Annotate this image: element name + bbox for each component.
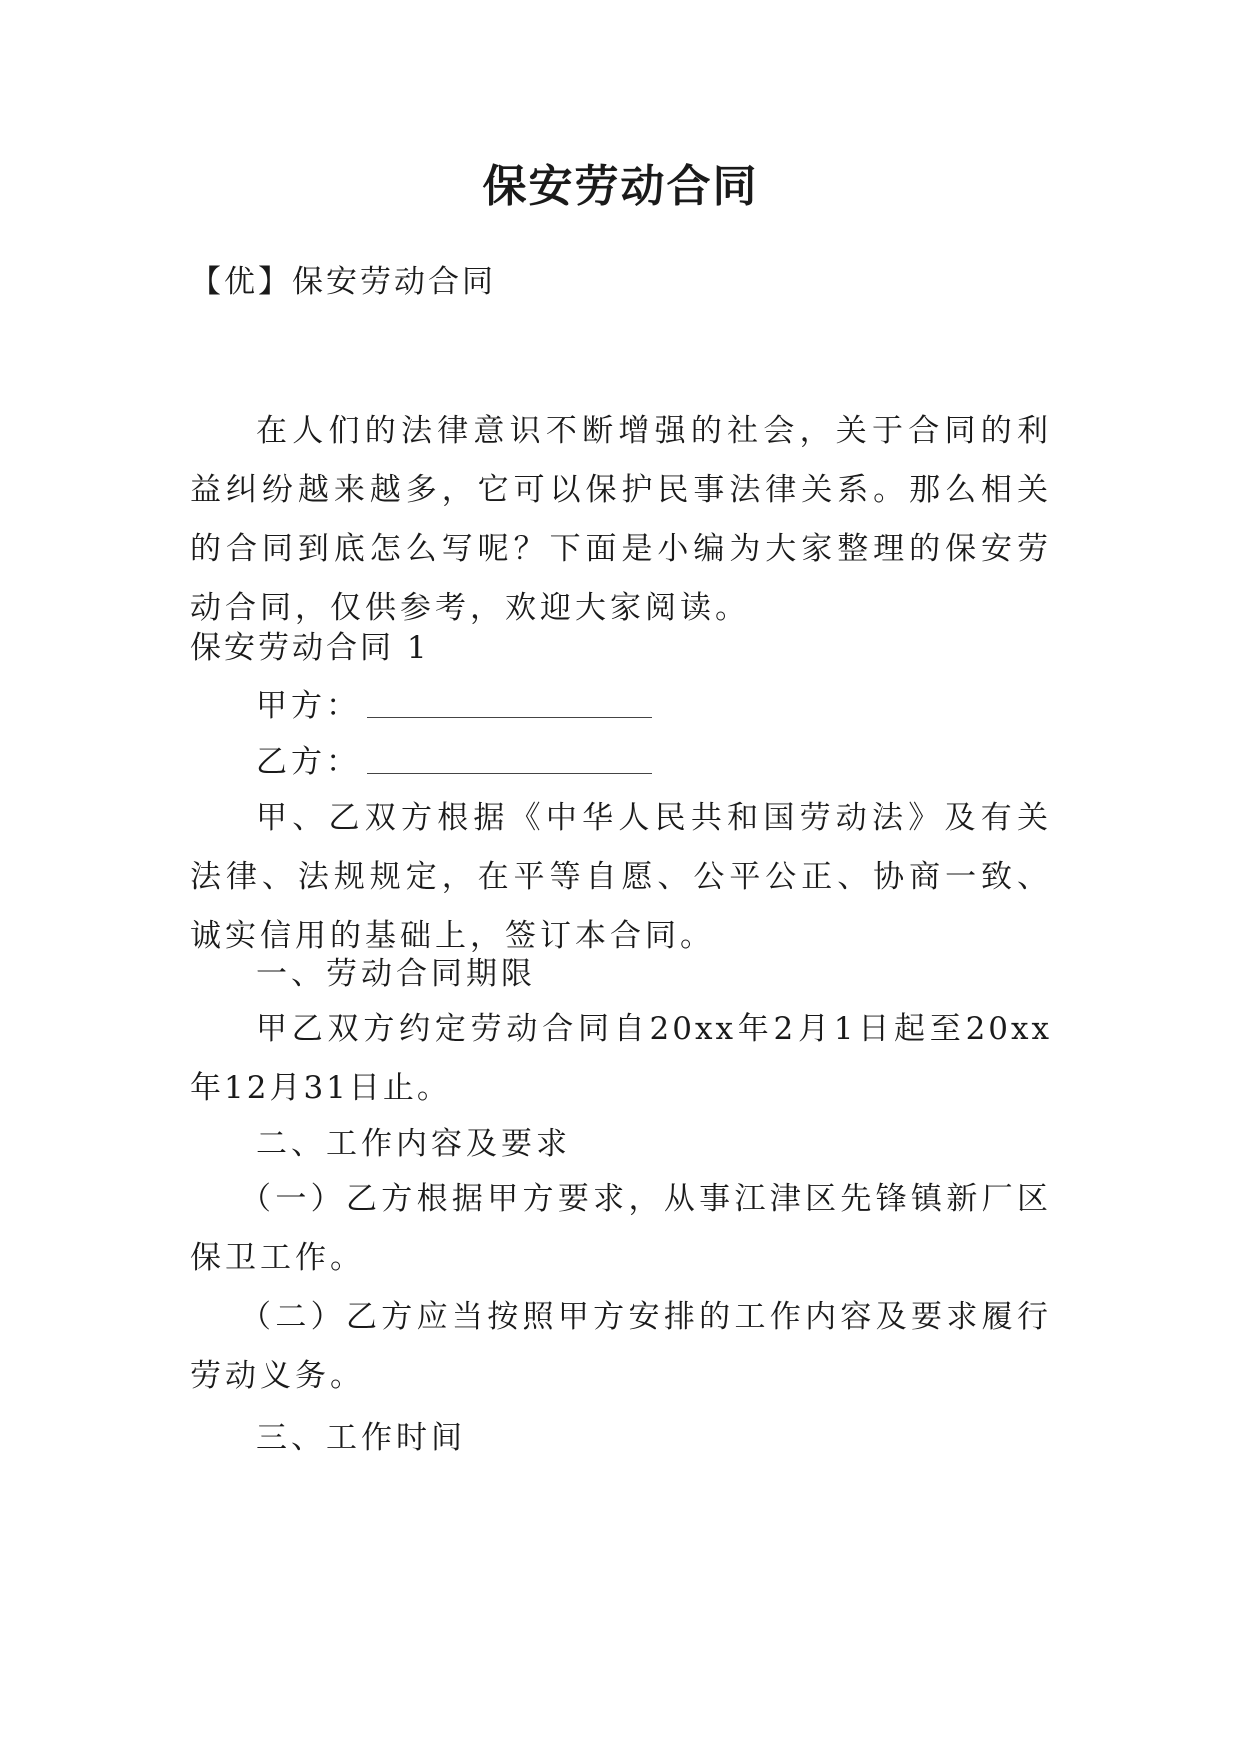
party-a-label: 甲方： [256,688,361,724]
clause1-title: 一、劳动合同期限 [256,956,536,992]
intro-paragraph: 在人们的法律意识不断增强的社会，关于合同的利益纠纷越来越多，它可以保护民事法律关系。那么相关的合同到底怎么写呢？下面是小编为大家整理的保安劳动合同，仅供参考，欢迎大家阅读。 [190,413,1052,626]
clause1-text: 甲乙双方约定劳动合同自20xx年2月1日起至20xx年12月31日止。 [190,1011,1052,1106]
clause3-title: 三、工作时间 [256,1420,466,1456]
party-b-blank [367,749,652,774]
party-a-line [256,686,652,726]
clause2-item2: （二）乙方应当按照甲方安排的工作内容及要求履行劳动义务。 [190,1299,1052,1394]
party-b-line [256,742,652,782]
clause2-title: 二、工作内容及要求 [256,1126,571,1162]
party-a-blank [367,693,652,718]
document-title: 保安劳动合同 [482,161,759,212]
clause2-item1: （一）乙方根据甲方要求，从事江津区先锋镇新厂区保卫工作。 [190,1181,1052,1276]
document-subtitle: 【优】保安劳动合同 [190,264,496,300]
party-b-label: 乙方： [256,744,361,780]
section-title: 保安劳动合同 1 [190,630,430,666]
preamble-paragraph: 甲、乙双方根据《中华人民共和国劳动法》及有关法律、法规规定，在平等自愿、公平公正、协商一致、诚实信用的基础上，签订本合同。 [190,800,1052,954]
